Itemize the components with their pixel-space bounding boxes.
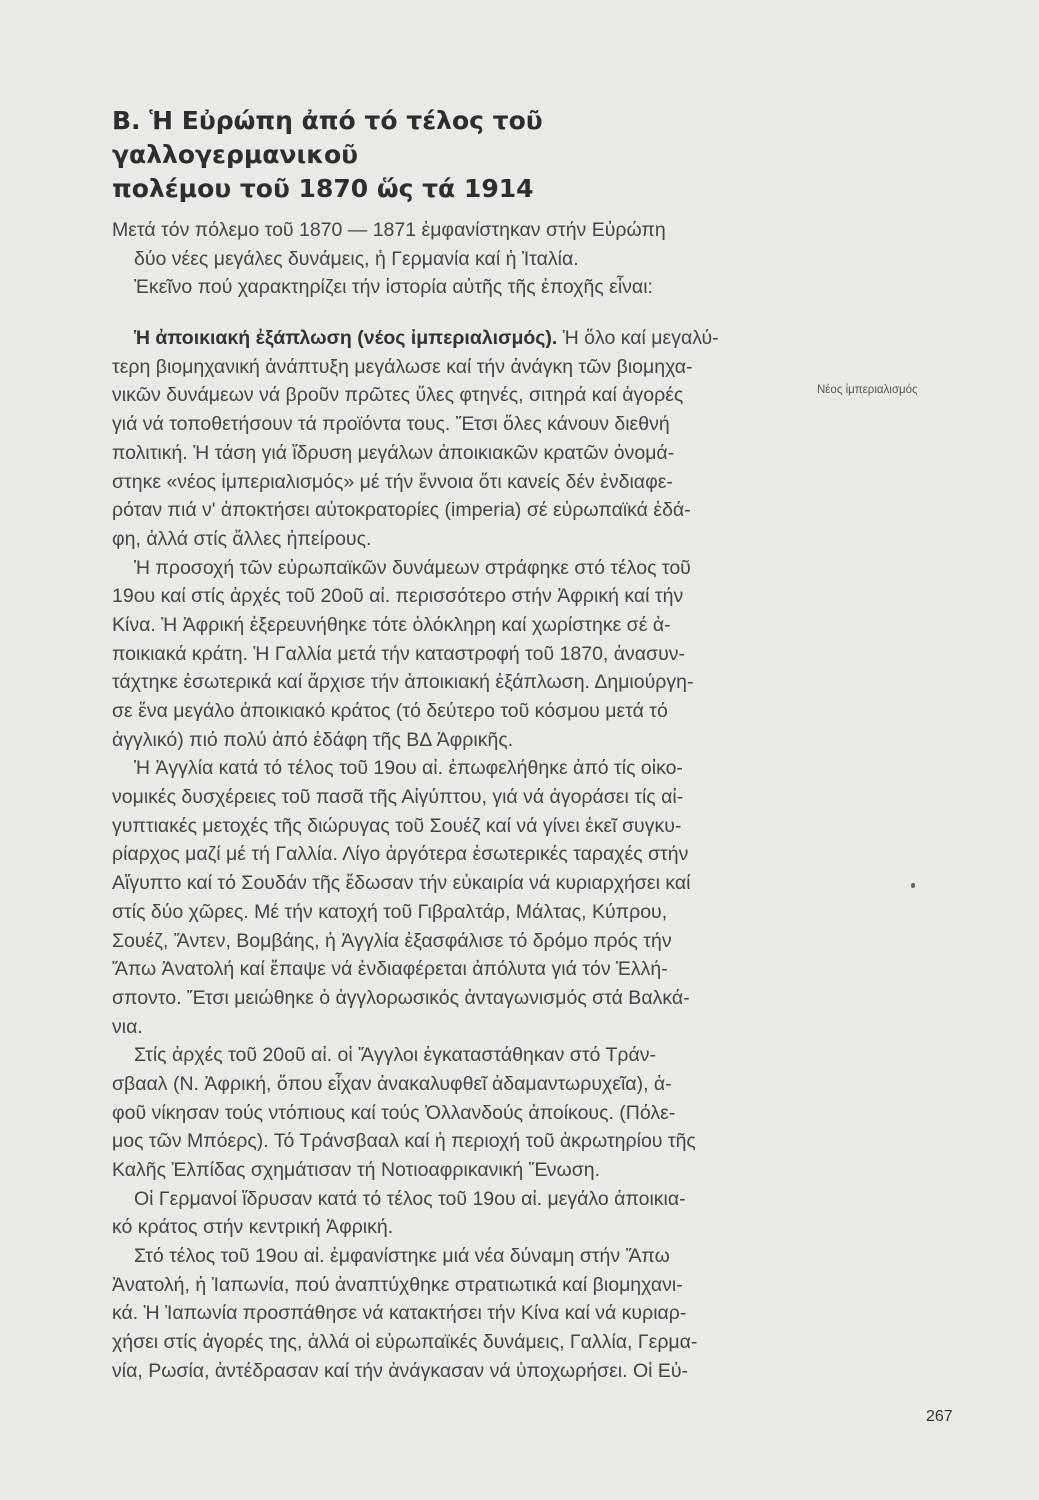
paragraph-line: φοῦ νίκησαν τούς ντόπιους καί τούς Ὀλλανδούς ἀποίκους. (Πόλε- [112,1101,676,1124]
section-line: στηκε «νέος ἰμπεριαλισμός» μέ τήν ἔννοια ὅτι κανείς δέν ἐνδιαφε- [112,470,673,493]
paragraph-line: στίς δύο χῶρες. Μέ τήν κατοχή τοῦ Γιβραλτάρ, Μάλτας, Κύπρου, [112,900,668,923]
section-heading [112,104,792,206]
section-line: ρόταν πιά ν' ἀποκτήσει αὐτοκρατορίες (imperia) σέ εὐρωπαϊκά ἐδά- [112,499,691,522]
section-line: γιά νά τοποθετήσουν τά προϊόντα τους. Ἔτσι ὅλες κάνουν διεθνή [112,413,670,436]
paragraph-line: Καλῆς Ἐλπίδας σχημάτισαν τή Νοτιοαφρικανική Ἕνωση. [112,1159,601,1181]
section-line: πολιτική. Ἡ τάση γιά ἵδρυση μεγάλων ἀποικιακῶν κρατῶν ὀνομά- [112,441,675,464]
section-lead: Ἡ ἀποικιακή ἐξάπλωση (νέος ἰμπεριαλισμός). [134,327,558,350]
paragraph-line: ποικιακά κράτη. Ἡ Γαλλία μετά τήν καταστροφή τοῦ 1870, ἀνασυν- [112,642,685,665]
print-speck [911,883,915,888]
paragraph-line: χήσει στίς ἀγορές της, ἀλλά οἱ εὐρωπαϊκές δυνάμεις, Γαλλία, Γερμα- [112,1331,698,1354]
paragraph-line: νία, Ρωσία, ἀντέδρασαν καί τήν ἀνάγκασαν νά ὑποχωρήσει. Οἱ Εὐ- [112,1359,689,1382]
body-text [112,216,787,1386]
paragraph-line: σε ἕνα μεγάλο ἀποικιακό κράτος (τό δεύτερο τοῦ κόσμου μετά τό [112,700,668,722]
section-first-line [112,324,787,353]
paragraph-line: νια. [112,1015,143,1038]
section-line: φη, ἀλλά στίς ἄλλες ἠπείρους. [112,527,372,550]
paragraph-line: σβααλ (Ν. Ἀφρική, ὅπου εἶχαν ἀνακαλυφθεῖ ἀδαμαντωρυχεῖα), ἀ- [112,1072,672,1095]
section-first-line-rest: Ἡ ὅλο καί μεγαλύ- [557,327,719,350]
intro-line: Ἐκεῖνο πού χαρακτηρίζει τήν ἱστορία αὐτῆς τῆς ἐποχῆς εἶναι: [134,276,653,299]
paragraph-line: σποντο. Ἔτσι μειώθηκε ὁ ἀγγλορωσικός ἀνταγωνισμός στά Βαλκά- [112,986,690,1009]
paragraph-line: ἀγγλικό) πιό πολύ ἀπό ἐδάφη τῆς ΒΔ Ἀφρικῆς. [112,728,514,751]
paragraph-line: νομικές δυσχέρειες τοῦ πασᾶ τῆς Αἰγύπτου, γιά νά ἀγοράσει τίς αἰ- [112,786,684,809]
paragraph-line: Ἀνατολή, ἡ Ἰαπωνία, πού ἀναπτύχθηκε στρατιωτικά καί βιομηχανι- [112,1273,683,1296]
paragraph-line: μος τῶν Μπόερς). Τό Τράνσβααλ καί ἡ περιοχή τοῦ ἀκρωτηρίου τῆς [112,1130,696,1153]
paragraph-line: Αἴγυπτο καί τό Σουδάν τῆς ἔδωσαν τήν εὐκαιρία νά κυριαρχήσει καί [112,872,691,895]
paragraph-line: κό κράτος στήν κεντρική Ἀφρική. [112,1216,394,1239]
paragraph-line: τάχτηκε ἐσωτερικά καί ἄρχισε τήν ἀποικιακή ἐξάπλωση. Δημιούργη- [112,671,694,694]
section-line: νικῶν δυνάμεων νά βροῦν πρῶτες ὕλες φτηνές, σιτηρά καί ἀγορές [112,384,684,407]
margin-note: Νέος ἰμπεριαλισμός [817,384,918,396]
intro-line: δύο νέες μεγάλες δυνάμεις, ἡ Γερμανία καί ἡ Ἰταλία. [134,247,579,270]
paragraph-line: Στίς ἀρχές τοῦ 20οῦ αἰ. οἱ Ἄγγλοι ἐγκαταστάθηκαν στό Τράν- [134,1044,656,1067]
page-number: 267 [926,1408,953,1425]
paragraph-line: Κίνα. Ἡ Ἀφρική ἐξερευνήθηκε τότε ὁλόκληρη καί χωρίστηκε σέ ἀ- [112,613,671,636]
heading-line-2: πολέμου τοῦ 1870 ὥς τά 1914 [112,174,534,203]
paragraph-line: Σουέζ, Ἄντεν, Βομβάης, ἡ Ἀγγλία ἐξασφάλισε τό δρόμο πρός τήν [112,929,672,952]
paragraph-line: Οἱ Γερμανοί ἵδρυσαν κατά τό τέλος τοῦ 19ου αἰ. μεγάλο ἀποικια- [134,1187,686,1210]
paragraph-line: ρίαρχος μαζί μέ τή Γαλλία. Λίγο ἀργότερα ἐσωτερικές ταραχές στήν [112,843,689,866]
paragraph-line: κά. Ἡ Ἰαπωνία προσπάθησε νά κατακτήσει τήν Κίνα καί νά κυριαρ- [112,1302,687,1325]
paragraph-line: Ἡ Ἀγγλία κατά τό τέλος τοῦ 19ου αἰ. ἐπωφελήθηκε ἀπό τίς οἰκο- [134,757,683,780]
paragraph-line: Στό τέλος τοῦ 19ου αἰ. ἐμφανίστηκε μιά νέα δύναμη στήν Ἄπω [134,1245,670,1268]
paragraph-line: Ἡ προσοχή τῶν εὐρωπαϊκῶν δυνάμεων στράφηκε στό τέλος τοῦ [134,556,691,579]
intro-line: Μετά τόν πόλεμο τοῦ 1870 — 1871 ἐμφανίστηκαν στήν Εὐρώπη [112,219,666,241]
paragraph-line: Ἄπω Ἀνατολή καί ἔπαψε νά ἐνδιαφέρεται ἀπόλυτα γιά τόν Ἑλλή- [112,958,668,981]
section-line: τερη βιομηχανική ἀνάπτυξη μεγάλωσε καί τήν ἀνάγκη τῶν βιομηχα- [112,355,693,378]
paragraph-line: 19ου καί στίς ἀρχές τοῦ 20οῦ αἰ. περισσότερο στήν Ἀφρική καί τήν [112,585,684,608]
heading-line-1: Β. Ἡ Εὐρώπη ἀπό τό τέλος τοῦ γαλλογερμανικοῦ [112,106,543,169]
paragraph-line: γυπτιακές μετοχές τῆς διώρυγας τοῦ Σουέζ καί νά γίνει ἐκεῖ συγκυ- [112,814,682,837]
